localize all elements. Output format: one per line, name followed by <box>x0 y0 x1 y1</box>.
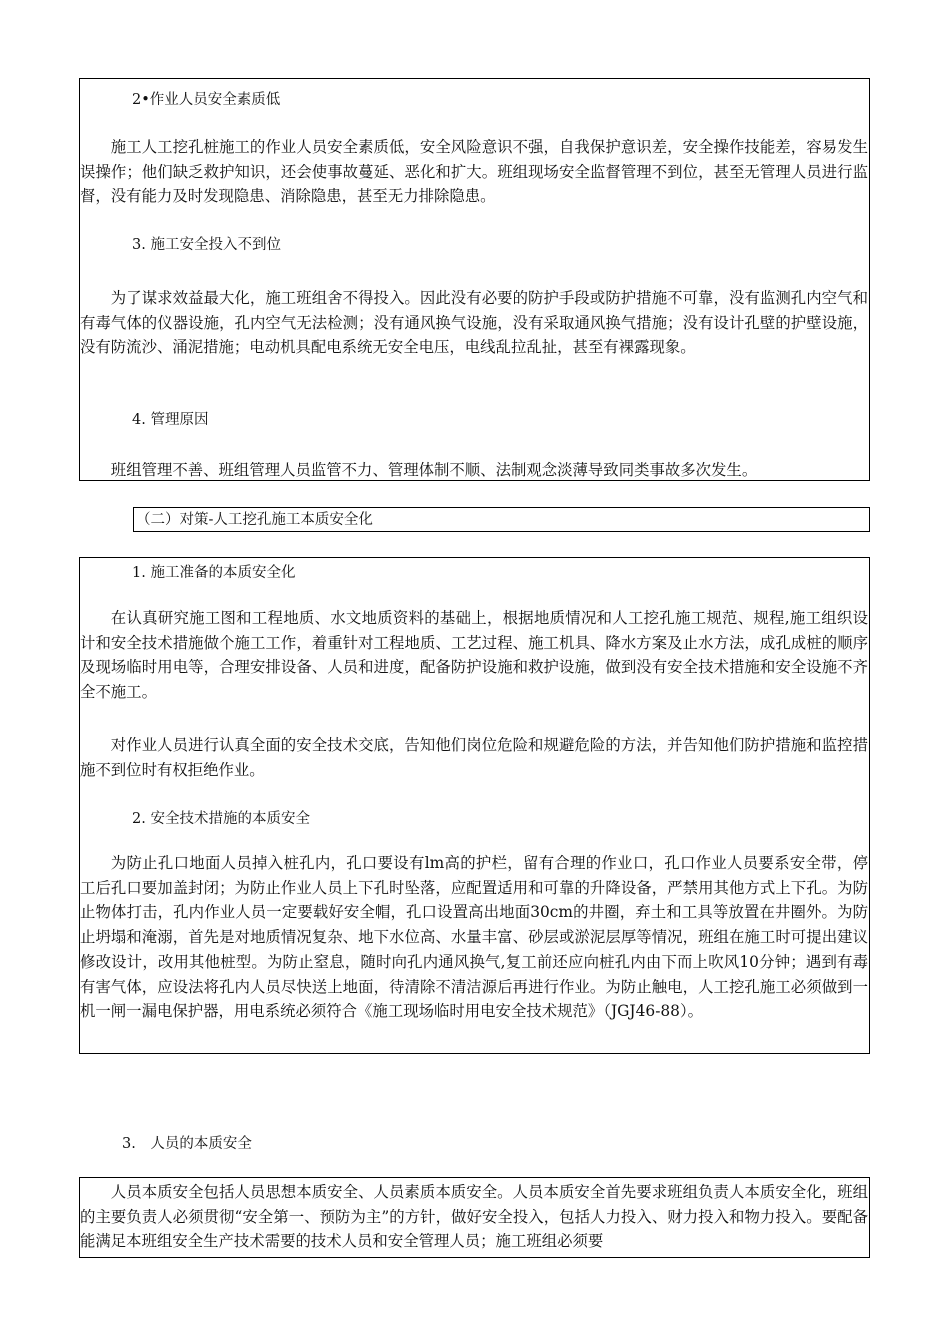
section-personnel-box <box>79 1177 870 1258</box>
paragraph-technical-measures: 为防止孔口地面人员掉入桩孔内，孔口要设有lm高的护栏，留有合理的作业口，孔口作业人员要系安全带，停工后孔口要加盖封闭；为防止作业人员上下孔时坠落，应配置适用和可靠的升降设备，严禁用其他方式上下孔。为防止物体打击，孔内作业人员一定要载好安全帽，孔口设置高出地面30cm的井圈，弃土和工具等放置在井圈外。为防止坍塌和淹溺，首先是对地质情况复杂、地下水位高、水量丰富、砂层或淤泥层厚等情况，班组在施工时可提出建议修改设计，改用其他桩型。为防止窒息，随时向孔内通风换气,复工前还应向桩孔内由下而上吹风10分钟；遇到有毒有害气体，应设法将孔内人员尽快送上地面，待清除不清洁源后再进行作业。为防止触电，人工挖孔施工必须做到一机一闸一漏电保护器，用电系统必须符合《施工现场临时用电安全技术规范》（JGJ46-88）。 <box>80 854 868 1021</box>
paragraph-management-cause: 班组管理不善、班组管理人员监管不力、管理体制不顺、法制观念淡薄导致同类事故多次发生。 <box>110 461 758 479</box>
heading-management-cause: 4. 管理原因 <box>132 412 209 428</box>
section-personnel-safety-title: 3. 人员的本质安全 <box>122 1136 252 1152</box>
heading-technical-measures: 2. 安全技术措施的本质安全 <box>132 811 310 827</box>
heading-worker-quality: 2•作业人员安全素质低 <box>132 92 281 108</box>
paragraph-safety-briefing: 对作业人员进行认真全面的安全技术交底，告知他们岗位危险和规避危险的方法，并告知他们防护措施和监控措施不到位时有权拒绝作业。 <box>80 736 868 779</box>
section-countermeasure-title-box <box>133 507 870 532</box>
paragraph-worker-quality: 施工人工挖孔桩施工的作业人员安全素质低，安全风险意识不强，自我保护意识差，安全操作技能差，容易发生误操作；他们缺乏救护知识，还会使事故蔓延、恶化和扩大。班组现场安全监督管理不到位，甚至无管理人员进行监督，没有能力及时发现隐患、消除隐患，甚至无力排除隐患。 <box>80 138 868 206</box>
section-causes-box <box>79 78 870 481</box>
paragraph-safety-investment: 为了谋求效益最大化，施工班组舍不得投入。因此没有必要的防护手段或防护措施不可靠，没有监测孔内空气和有毒气体的仪器设施，孔内空气无法检测；没有通风换气设施，没有采取通风换气措施；没有设计孔壁的护壁设施，没有防流沙、涌泥措施；电动机具配电系统无安全电压，电线乱拉乱扯，甚至有裸露现象。 <box>80 289 868 357</box>
paragraph-personnel-safety: 人员本质安全包括人员思想本质安全、人员素质本质安全。人员本质安全首先要求班组负责人本质安全化，班组的主要负责人必须贯彻“安全第一、预防为主”的方针，做好安全投入，包括人力投入、财力投入和物力投入。要配备能满足本班组安全生产技术需要的技术人员和安全管理人员；施工班组必须要 <box>80 1183 868 1251</box>
section-countermeasure-box <box>79 557 870 1054</box>
paragraph-preparation-safety: 在认真研究施工图和工程地质、水文地质资料的基础上，根据地质情况和人工挖孔施工规范、规程,施工组织设计和安全技术措施做个施工工作，着重针对工程地质、工艺过程、施工机具、降水方案及止水方法，成孔成桩的顺序及现场临时用电等，合理安排设备、人员和进度，配备防护设施和救护设施，做到没有安全技术措施和安全设施不齐全不施工。 <box>80 609 868 702</box>
section-countermeasure-title: （二）对策-人工挖孔施工本质安全化 <box>136 512 373 528</box>
heading-safety-investment: 3. 施工安全投入不到位 <box>132 237 281 253</box>
heading-preparation-safety: 1. 施工准备的本质安全化 <box>132 565 296 581</box>
